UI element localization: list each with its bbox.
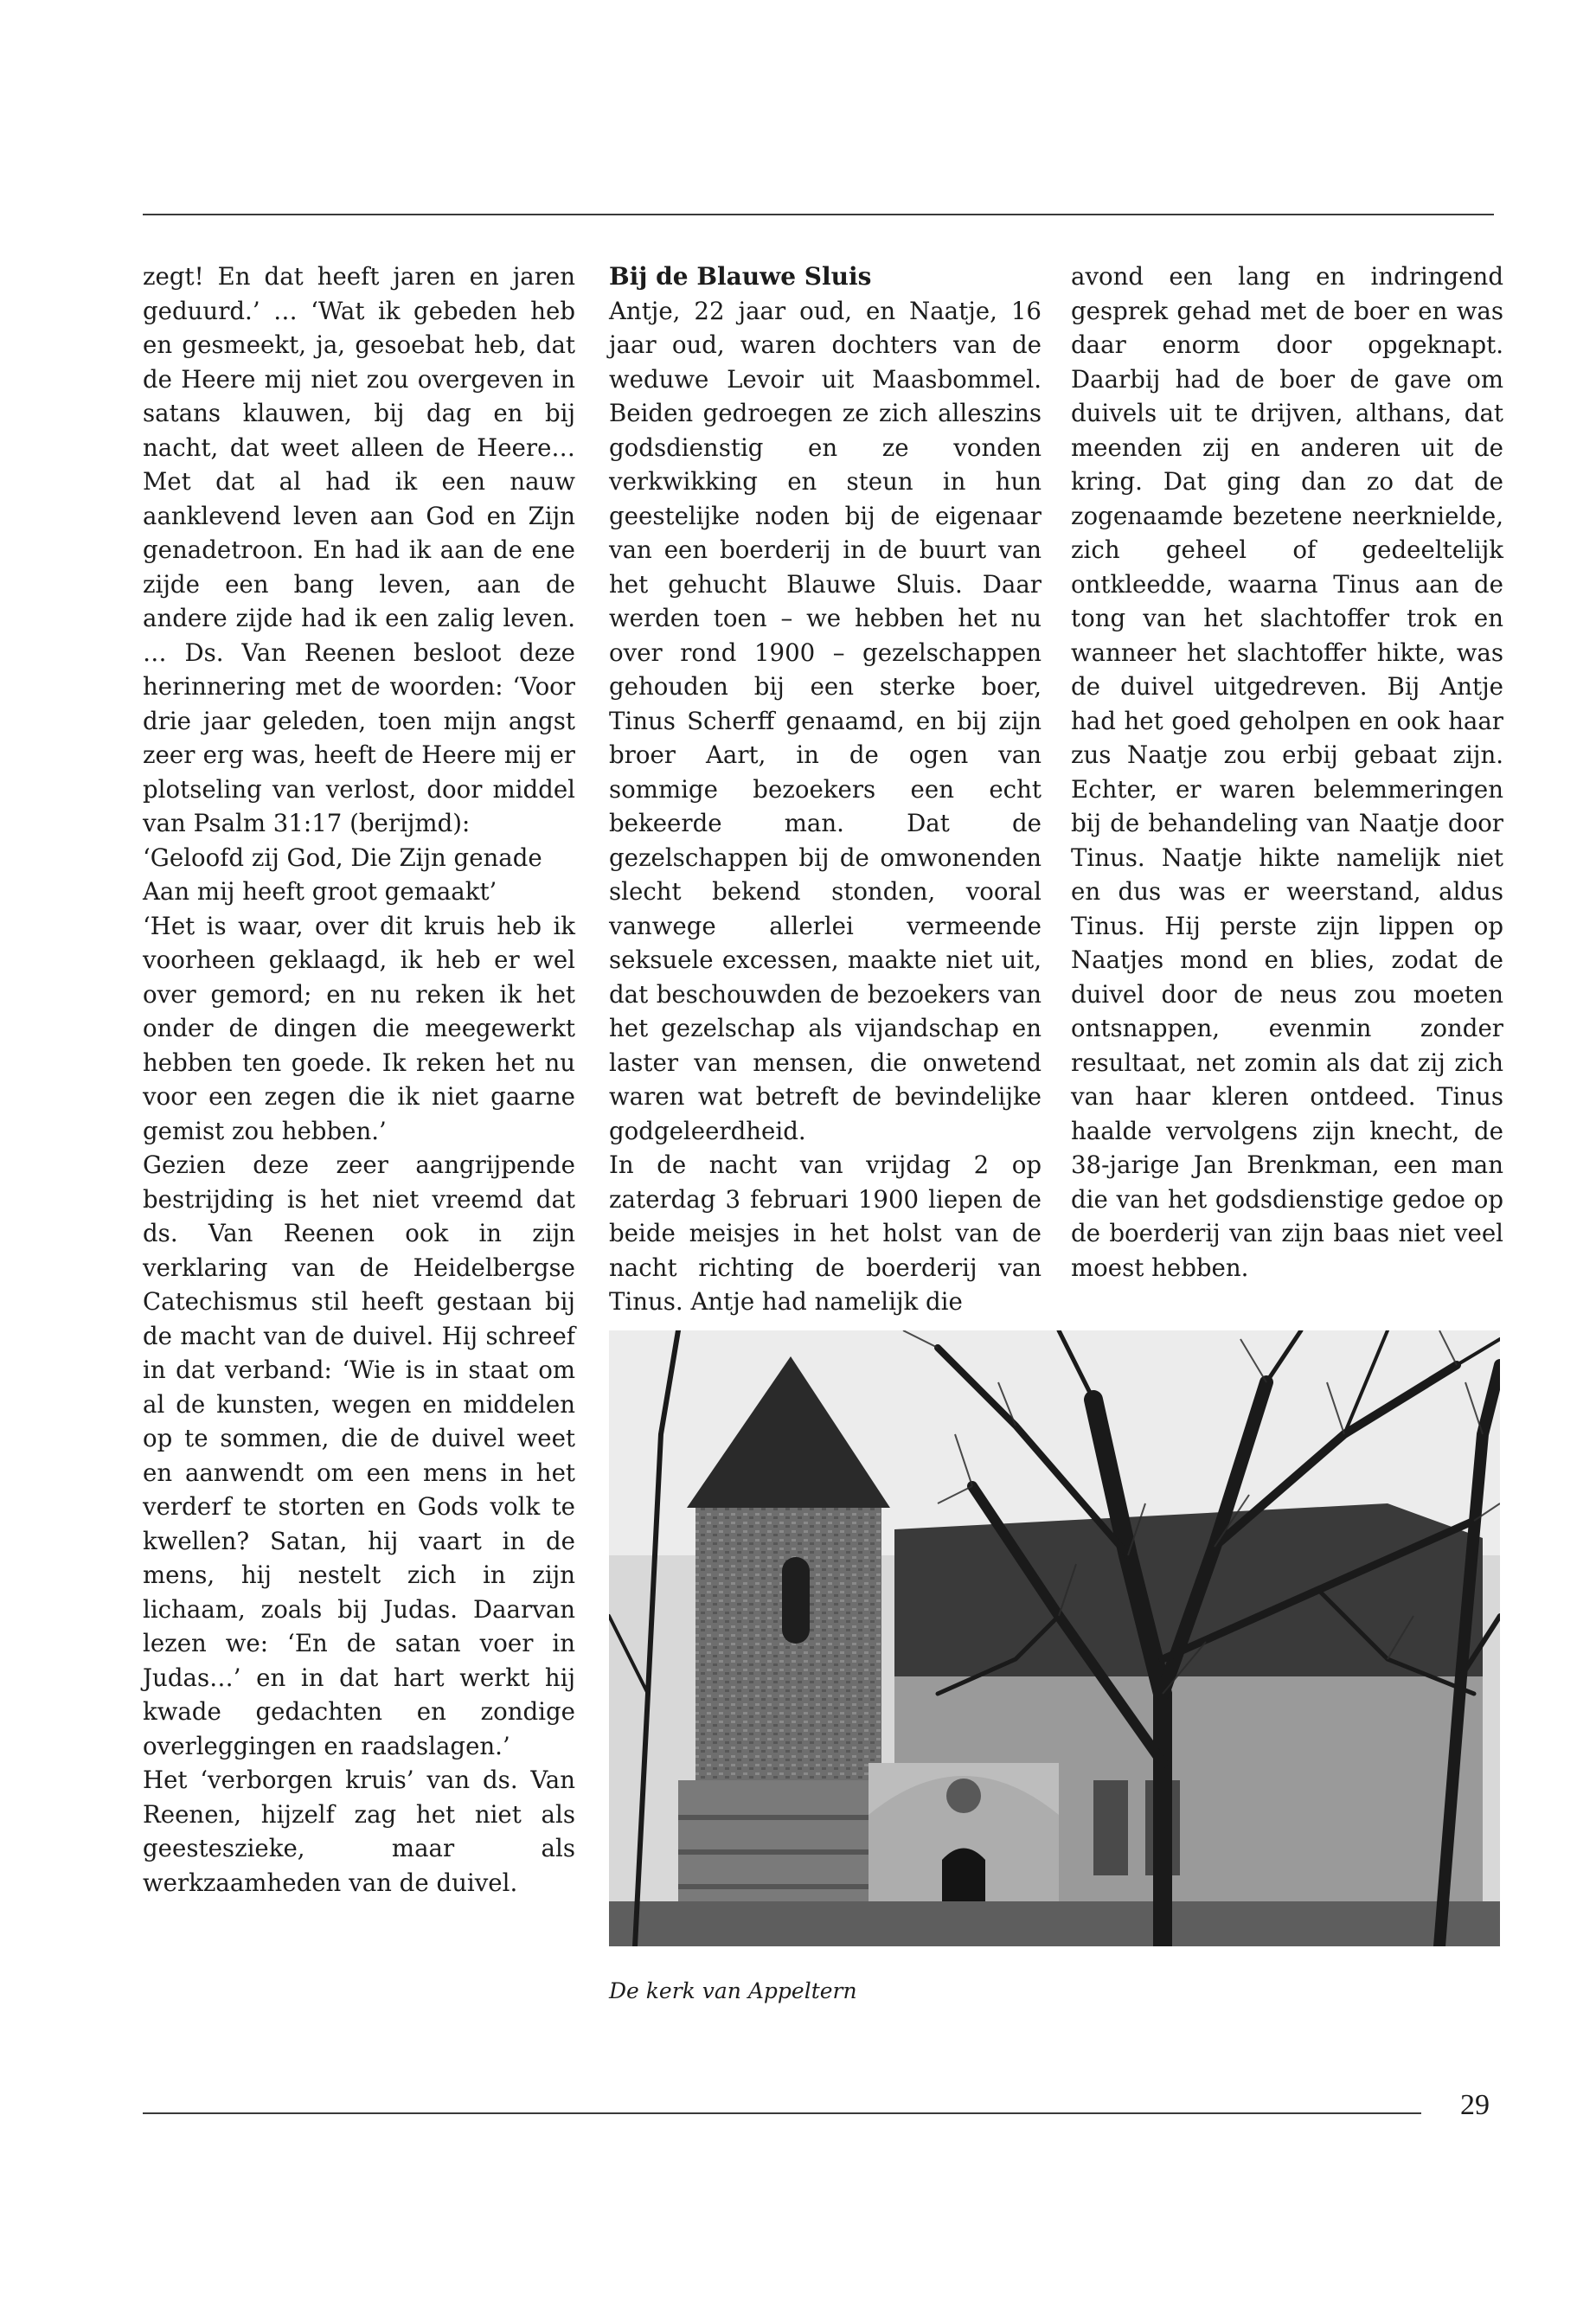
page-number: 29 — [1460, 2089, 1490, 2121]
section-heading: Bij de Blauwe Sluis — [609, 262, 872, 291]
paragraph: In de nacht van vrijdag 2 op zaterdag 3 februari 1900 liepen de beide meisjes in het holst van de nacht richting de boerderij van Tinus. Antje had namelijk die — [609, 1150, 1042, 1316]
paragraph: ‘Geloofd zij God, Die Zijn genade — [143, 843, 542, 872]
text-column-1 — [143, 260, 575, 1900]
paragraph: Antje, 22 jaar oud, en Naatje, 16 jaar oud, waren dochters van de weduwe Levoir uit Maasbommel. Beiden gedroegen ze zich alleszins godsdienstig en ze vonden verkwikking en steun in hun geestelijke noden bij de eigenaar van een boerderij in de buurt van het gehucht Blauwe Sluis. Daar werden toen – we hebben het nu over rond 1900 – gezelschappen gehouden bij een sterke boer, Tinus Scherff genaamd, en bij zijn broer Aart, in de ogen van sommige bezoekers een echt bekeerde man. Dat de gezelschappen bij de omwonenden slecht bekend stonden, vooral vanwege allerlei vermeende seksuele excessen, maakte niet uit, dat beschouwden de bezoekers van het gezelschap als vijandschap en laster van mensen, die onwetend waren wat betreft de bevindelijke godgeleerdheid. — [609, 296, 1042, 1145]
paragraph: zegt! En dat heeft jaren en jaren geduurd.’ … ‘Wat ik gebeden heb en gesmeekt, ja, gesoebat heb, dat de Heere mij niet zou overgeven in satans klauwen, bij dag en bij nacht, dat weet alleen de Heere… Met dat al had ik een nauw aanklevend leven aan God en Zijn genadetroon. En had ik aan de ene zijde een bang leven, aan de andere zijde had ik een zalig leven. … Ds. Van Reenen besloot deze herinnering met de woorden: ‘Voor drie jaar geleden, toen mijn angst zeer erg was, heeft de Heere mij er plotseling van verlost, door middel van Psalm 31:17 (berijmd): — [143, 262, 575, 837]
footer-rule — [143, 2112, 1421, 2114]
header-rule — [143, 214, 1494, 215]
paragraph: Het ‘verborgen kruis’ van ds. Van Reenen, hijzelf zag het niet als geesteszieke, maar als werkzaamheden van de duivel. — [143, 1766, 575, 1897]
text-column-2 — [609, 260, 1042, 1319]
text-column-3 — [1071, 260, 1503, 1285]
paragraph: avond een lang en indringend gesprek gehad met de boer en was daar enorm door opgeknapt. Daarbij had de boer de gave om duivels uit te drijven, althans, dat meenden zij en anderen uit de kring. Dat ging dan zo dat de zogenaamde bezetene neerknielde, zich geheel of gedeeltelijk ontkleedde, waarna Tinus aan de tong van het slachtoffer trok en wanneer het slachtoffer hikte, was de duivel uitgedreven. Bij Antje had het goed geholpen en ook haar zus Naatje zou erbij gebaat zijn. Echter, er waren belemmeringen bij de behandeling van Naatje door Tinus. Naatje hikte namelijk niet en dus was er weerstand, aldus Tinus. Hij perste zijn lippen op Naatjes mond en blies, zodat de duivel door de neus zou moeten ontsnappen, evenmin zonder resultaat, net zomin als dat zij zich van haar kleren ontdeed. Tinus haalde vervolgens zijn knecht, de 38-jarige Jan Brenkman, een man die van het godsdienstige gedoe op de boerderij van zijn baas niet veel moest hebben. — [1071, 262, 1503, 1282]
paragraph: Aan mij heeft groot gemaakt’ — [143, 877, 497, 906]
paragraph: ‘Het is waar, over dit kruis heb ik voorheen geklaagd, ik heb er wel over gemord; en nu reken ik het onder de dingen die meegewerkt hebben ten goede. Ik reken het nu voor een zegen die ik niet gaarne gemist zou hebben.’ — [143, 911, 575, 1145]
paragraph: Gezien deze zeer aangrijpende bestrijding is het niet vreemd dat ds. Van Reenen ook in zijn verklaring van de Heidelbergse Catechismus stil heeft gestaan bij de macht van de duivel. Hij schreef in dat verband: ‘Wie is in staat om al de kunsten, wegen en middelen op te sommen, die de duivel weet en aanwendt om een mens in het verderf te storten en Gods volk te kwellen? Satan, hij vaart in de mens, hij nestelt zich in zijn lichaam, zoals bij Judas. Daarvan lezen we: ‘En de satan voer in Judas…’ en in dat hart werkt hij kwade gedachten en zondige overleggingen en raadslagen.’ — [143, 1150, 575, 1760]
church-photo — [609, 1330, 1500, 1946]
photo-caption: De kerk van Appeltern — [609, 1978, 857, 2003]
